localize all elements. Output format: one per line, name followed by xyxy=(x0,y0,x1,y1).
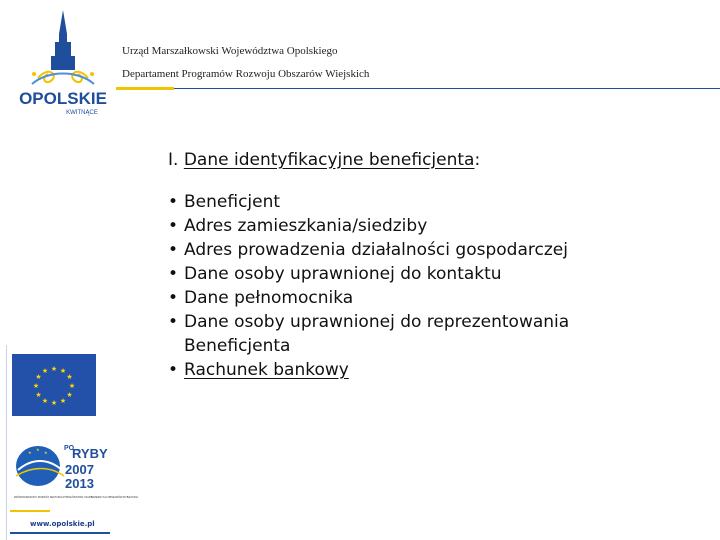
list-item: • Dane pełnomocnika xyxy=(168,288,354,308)
footer-accent-line xyxy=(10,510,50,512)
sidebar-divider xyxy=(6,345,7,540)
svg-text:★: ★ xyxy=(41,397,49,405)
svg-text:★: ★ xyxy=(66,373,73,381)
svg-text:PO: PO xyxy=(64,445,75,452)
svg-text:RYBY: RYBY xyxy=(72,446,108,461)
svg-text:★: ★ xyxy=(50,399,58,407)
office-name: Urząd Marszałkowski Województwa Opolskiego xyxy=(122,45,338,57)
list-item: • Beneficjent xyxy=(168,192,281,212)
list-item: • Adres prowadzenia działalności gospodarczej xyxy=(168,240,568,260)
section-number: I. xyxy=(168,150,179,170)
header-accent-line xyxy=(116,87,174,90)
svg-text:OPOLSKIE: OPOLSKIE xyxy=(19,89,107,108)
list-item: • Adres zamieszkania/siedziby xyxy=(168,216,428,236)
svg-text:KWITNĄCE: KWITNĄCE xyxy=(66,110,98,116)
beneficiary-data-list xyxy=(166,190,569,382)
svg-text:★: ★ xyxy=(66,391,73,399)
list-item: • Dane osoby uprawnionej do kontaktu xyxy=(168,264,502,284)
svg-text:★: ★ xyxy=(28,450,32,455)
svg-text:★: ★ xyxy=(35,391,42,399)
svg-text:★: ★ xyxy=(68,382,76,390)
section-colon: : xyxy=(474,150,481,170)
header-divider xyxy=(174,88,720,89)
list-item: • Dane osoby uprawnionej do reprezentowania xyxy=(168,312,570,332)
svg-text:★: ★ xyxy=(59,367,67,375)
eu-flag-icon xyxy=(12,354,96,416)
opolskie-logo xyxy=(18,8,108,120)
section-title: Dane identyfikacyjne beneficjenta xyxy=(183,150,475,170)
svg-text:2007: 2007 xyxy=(65,462,94,477)
footer-divider xyxy=(10,532,110,534)
website-link[interactable]: www.opolskie.pl xyxy=(30,520,95,528)
list-item-continuation: Beneficjenta xyxy=(184,336,291,356)
svg-text:★: ★ xyxy=(59,397,67,405)
svg-text:★: ★ xyxy=(41,367,49,375)
svg-text:★: ★ xyxy=(44,450,48,455)
po-ryby-logo xyxy=(12,440,139,516)
svg-text:★: ★ xyxy=(35,373,42,381)
section-heading xyxy=(168,150,480,170)
svg-text:★: ★ xyxy=(36,447,40,452)
list-item-bank-account[interactable]: • Rachunek bankowy xyxy=(168,360,349,380)
opolskie-emblem-icon xyxy=(18,8,108,120)
svg-text:2013: 2013 xyxy=(65,476,94,491)
svg-text:★: ★ xyxy=(50,365,58,373)
svg-text:★: ★ xyxy=(32,382,40,390)
svg-text:ZRÓWNOWAŻONY ROZWÓJ SEKTORA RY: ZRÓWNOWAŻONY ROZWÓJ SEKTORA RYBOŁÓWSTWA I NADBRZEŻNYCH OBSZARÓW RYBACKICH xyxy=(14,496,139,499)
department-name: Departament Programów Rozwoju Obszarów Wiejskich xyxy=(122,68,370,80)
